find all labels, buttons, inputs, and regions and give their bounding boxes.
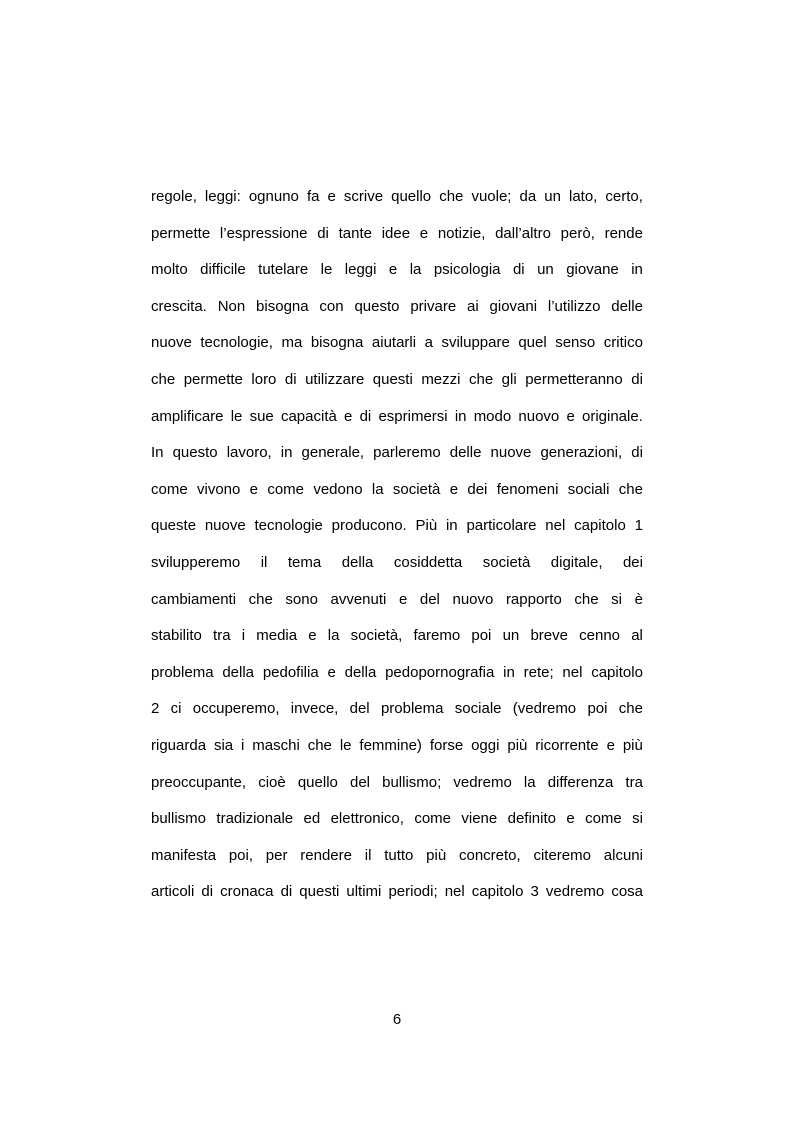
text-line: queste nuove tecnologie producono. Più in particolare nel capitolo 1 bbox=[151, 517, 643, 535]
text-line: 2 ci occuperemo, invece, del problema sociale (vedremo poi che bbox=[151, 700, 643, 718]
text-line: amplificare le sue capacità e di esprimersi in modo nuovo e originale. bbox=[151, 407, 643, 425]
text-line: articoli di cronaca di questi ultimi periodi; nel capitolo 3 vedremo cosa bbox=[151, 883, 643, 901]
text-line: cambiamenti che sono avvenuti e del nuovo rapporto che si è bbox=[151, 590, 643, 608]
text-line: permette l’espressione di tante idee e notizie, dall’altro però, rende bbox=[151, 224, 643, 242]
text-line: riguarda sia i maschi che le femmine) forse oggi più ricorrente e più bbox=[151, 736, 643, 754]
text-line: bullismo tradizionale ed elettronico, come viene definito e come si bbox=[151, 810, 643, 828]
text-line: svilupperemo il tema della cosiddetta società digitale, dei bbox=[151, 553, 643, 571]
text-line: che permette loro di utilizzare questi mezzi che gli permetteranno di bbox=[151, 370, 643, 388]
text-line: manifesta poi, per rendere il tutto più concreto, citeremo alcuni bbox=[151, 846, 643, 864]
text-line: molto difficile tutelare le leggi e la psicologia di un giovane in bbox=[151, 261, 643, 279]
text-line: problema della pedofilia e della pedopornografia in rete; nel capitolo bbox=[151, 663, 643, 681]
page-number: 6 bbox=[392, 1011, 402, 1028]
body-paragraph bbox=[151, 187, 643, 919]
text-line: stabilito tra i media e la società, faremo poi un breve cenno al bbox=[151, 627, 643, 645]
text-line: In questo lavoro, in generale, parleremo delle nuove generazioni, di bbox=[151, 444, 643, 462]
text-line: nuove tecnologie, ma bisogna aiutarli a sviluppare quel senso critico bbox=[151, 334, 643, 352]
text-line: crescita. Non bisogna con questo privare ai giovani l’utilizzo delle bbox=[151, 297, 643, 315]
text-line: come vivono e come vedono la società e dei fenomeni sociali che bbox=[151, 480, 643, 498]
text-line: preoccupante, cioè quello del bullismo; vedremo la differenza tra bbox=[151, 773, 643, 791]
text-line: regole, leggi: ognuno fa e scrive quello che vuole; da un lato, certo, bbox=[151, 188, 643, 205]
